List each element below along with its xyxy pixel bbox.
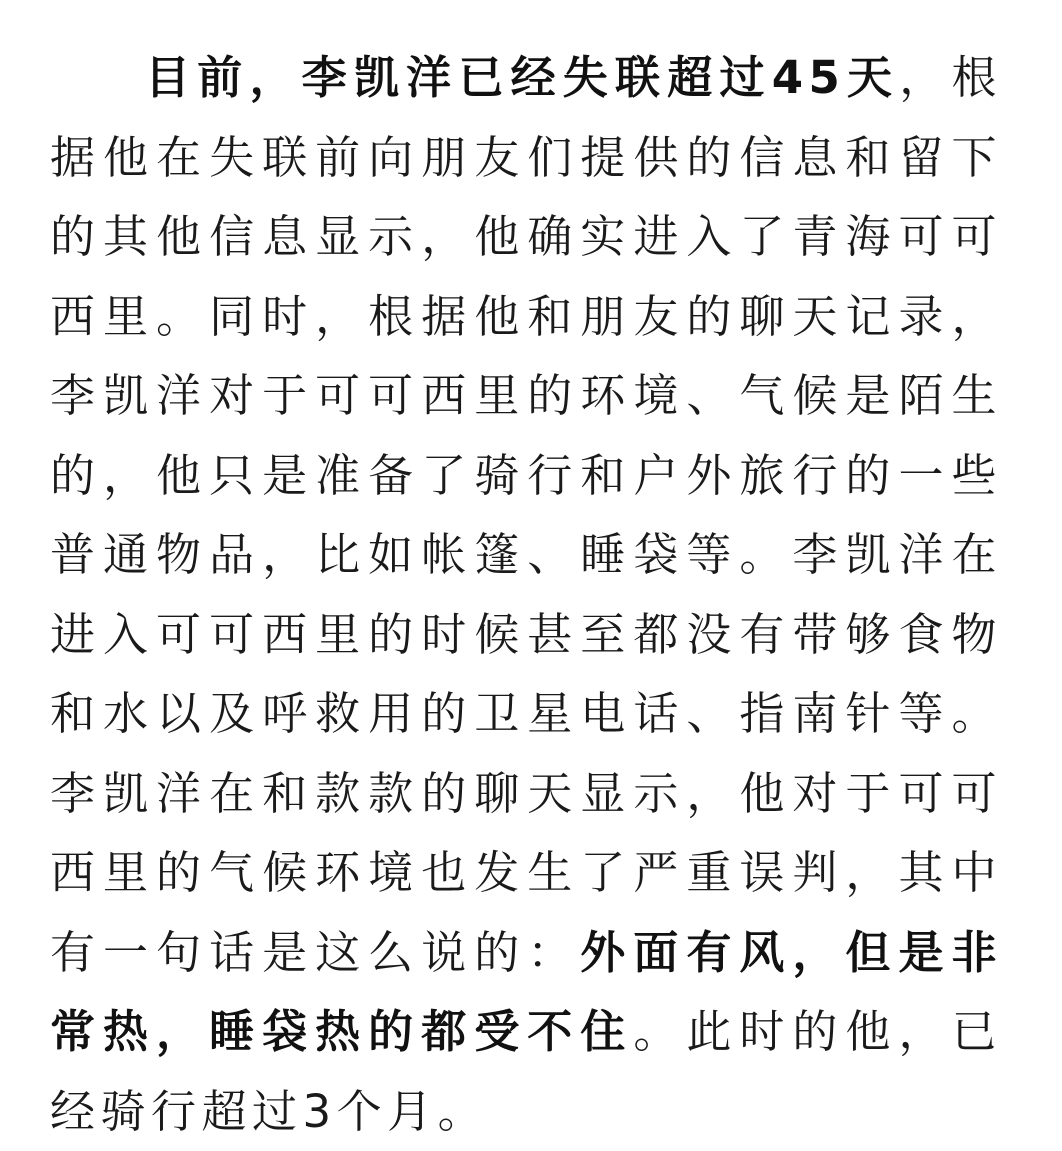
closing-text: 。此时的他，已经骑行超过3个月。 [50,1005,1002,1138]
article-paragraph [50,38,1002,1151]
body-text: ，根据他在失联前向朋友们提供的信息和留下的其他信息显示，他确实进入了青海可可西里。同时，根据他和朋友的聊天记录，李凯洋对于可可西里的环境、气候是陌生的，他只是准备了骑行和户外旅行的一些普通物品，比如帐篷、睡袋等。李凯洋在进入可可西里的时候甚至都没有带够食物和水以及呼救用的卫星电话、指南针等。李凯洋在和款款的聊天显示，他对于可可西里的气候环境也发生了严重误判，其中有一句话是这么说的： [50,51,1002,979]
bold-lead-text: 目前，李凯洋已经失联超过45天 [145,51,900,104]
bold-quote-text: 外面有风，但是非常热，睡袋热的都受不住 [50,925,1002,1058]
